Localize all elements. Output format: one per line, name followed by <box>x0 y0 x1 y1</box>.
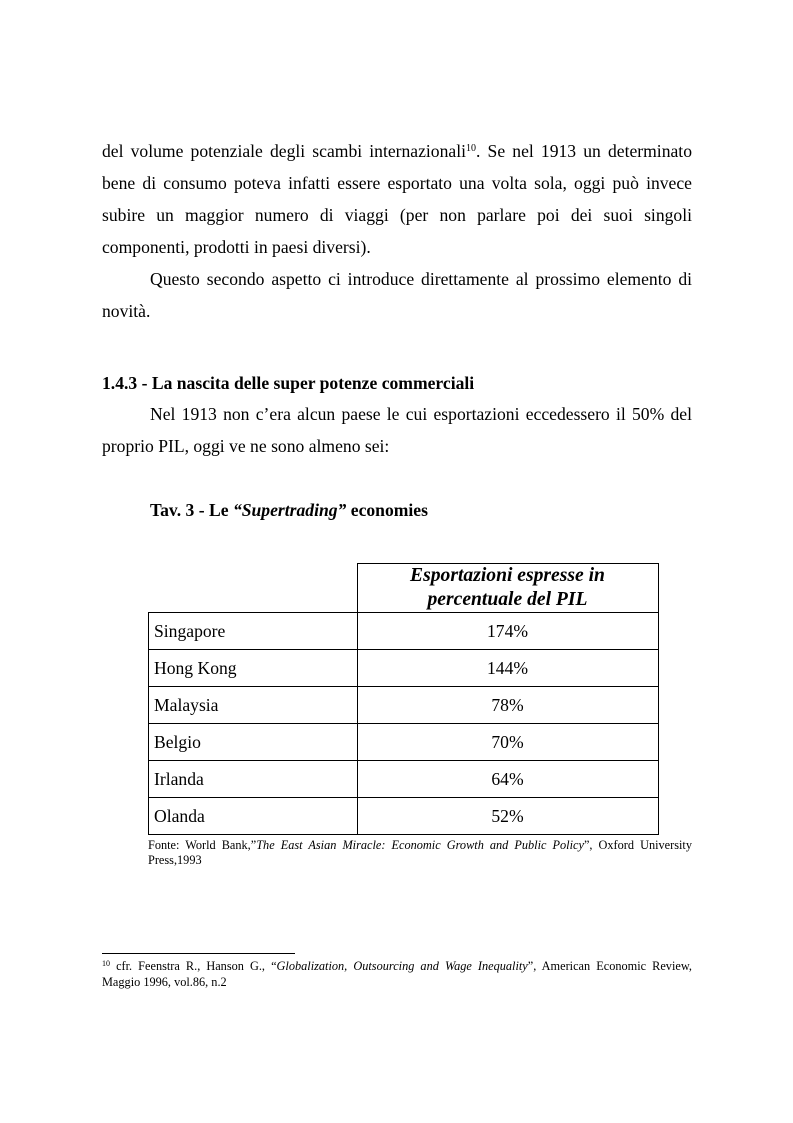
paragraph-3-text: Nel 1913 non c’era alcun paese le cui esportazioni eccedessero il 50% del proprio PIL, oggi ve ne sono almeno sei: <box>102 404 692 456</box>
paragraph-1-text-start: del volume potenziale degli scambi internazionali <box>102 141 466 161</box>
section-heading: 1.4.3 - La nascita delle super potenze commerciali <box>102 373 475 393</box>
footnote-divider <box>102 953 295 954</box>
country-cell: Hong Kong <box>149 650 358 687</box>
table-header-row <box>149 564 659 613</box>
table-title <box>150 496 428 524</box>
source-prefix: Fonte: World Bank,” <box>148 838 257 852</box>
value-cell: 64% <box>357 761 658 798</box>
country-cell: Singapore <box>149 613 358 650</box>
table-row <box>149 613 659 650</box>
table-title-italic: “Supertrading” <box>232 500 347 520</box>
table-row <box>149 724 659 761</box>
footnote-reference[interactable]: 10 <box>466 143 476 154</box>
country-cell: Olanda <box>149 798 358 835</box>
country-cell: Irlanda <box>149 761 358 798</box>
value-cell: 52% <box>357 798 658 835</box>
source-suffix: ”, Oxford University Press,1993 <box>148 838 692 867</box>
table-row <box>149 798 659 835</box>
data-table <box>148 563 659 835</box>
header-line-2: percentuale del PIL <box>427 589 588 610</box>
footnote-title: Globalization, Outsourcing and Wage Inequality <box>276 959 528 973</box>
value-cell: 78% <box>357 687 658 724</box>
table-source <box>148 838 692 868</box>
footnote-suffix: ”, American Economic Review, Maggio 1996, vol.86, n.2 <box>102 959 692 989</box>
footnote <box>102 958 692 990</box>
table-title-prefix: Tav. 3 - Le <box>150 500 233 520</box>
country-cell: Malaysia <box>149 687 358 724</box>
paragraph-1 <box>102 135 692 263</box>
footnote-number: 10 <box>102 959 110 968</box>
footnote-prefix: cfr. Feenstra R., Hanson G., “ <box>110 959 277 973</box>
header-line-1: Esportazioni espresse in <box>410 565 605 586</box>
table-column-header <box>357 564 658 613</box>
table-corner-cell <box>149 564 358 613</box>
value-cell: 144% <box>357 650 658 687</box>
source-title: The East Asian Miracle: Economic Growth and Public Policy <box>256 838 584 852</box>
country-cell: Belgio <box>149 724 358 761</box>
supertrading-table <box>148 563 659 835</box>
table-title-suffix: economies <box>346 500 428 520</box>
paragraph-1-text-end: . Se nel 1913 un determinato bene di consumo poteva infatti essere esportato una volta sola, oggi può invece subire un maggior numero di viaggi (per non parlare poi dei suoi singoli componenti, prodotti in paesi diversi). <box>102 141 692 257</box>
table-row <box>149 761 659 798</box>
value-cell: 174% <box>357 613 658 650</box>
paragraph-3 <box>102 398 692 462</box>
paragraph-2-text: Questo secondo aspetto ci introduce direttamente al prossimo elemento di novità. <box>102 269 692 321</box>
table-row <box>149 687 659 724</box>
table-row <box>149 650 659 687</box>
value-cell: 70% <box>357 724 658 761</box>
paragraph-2 <box>102 263 692 327</box>
